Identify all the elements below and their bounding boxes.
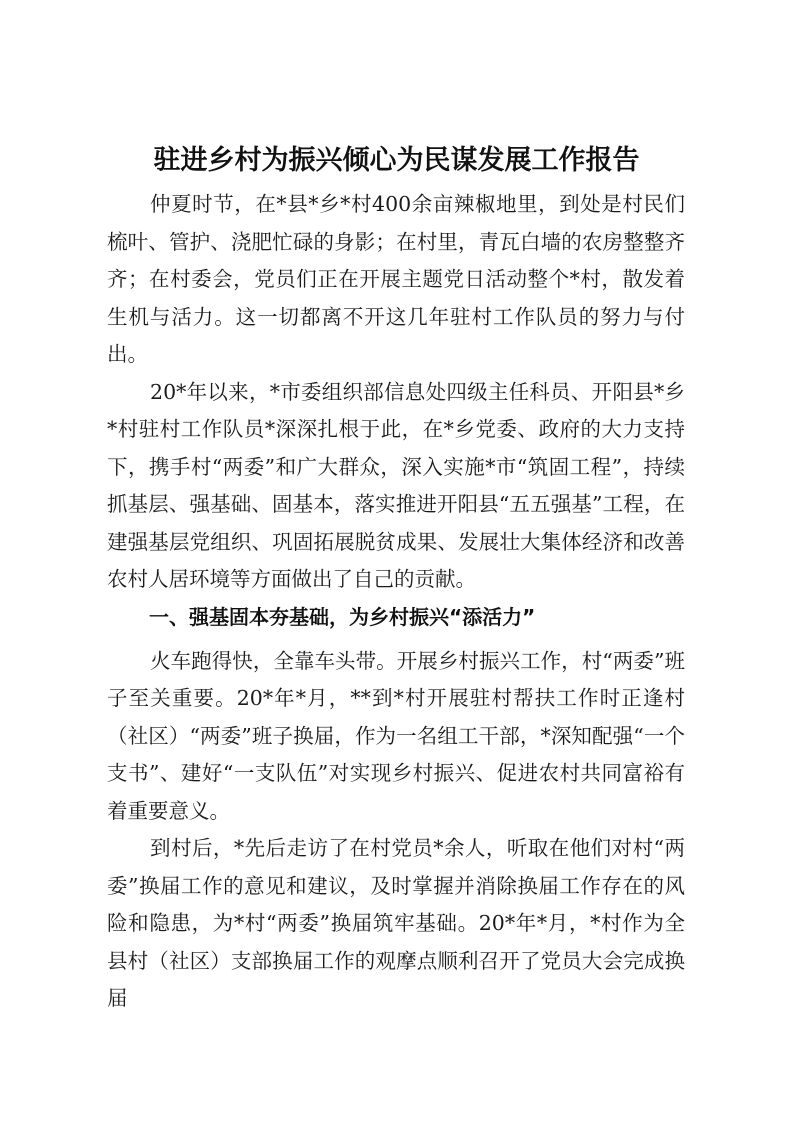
document-title: 驻进乡村为振兴倾心为民谋发展工作报告 — [153, 145, 640, 176]
section-heading-1: 一、强基固本夯基础，为乡村振兴“添活力” — [149, 604, 536, 629]
paragraph-section-1b: 到村后，*先后走访了在村党员*余人，听取在他们对村“两委”换届工作的意见和建议，及时掌握并消除换届工作存在的风险和隐患，为*村“两委”换届筑牢基础。20*年*月，*村作为全县村（社区）支部换届工作的观摩点顺利召开了党员大会完成换届 — [107, 836, 685, 1010]
document-body — [107, 186, 685, 1018]
paragraph-background: 20*年以来，*市委组织部信息处四级主任科员、开阳县*乡*村驻村工作队员*深深扎根于此，在*乡党委、政府的大力支持下，携手村“两委”和广大群众，深入实施*市“筑固工程”，持续抓基层、强基础、固基本，落实推进开阳县“五五强基”工程，在建强基层党组织、巩固拓展脱贫成果、发展壮大集体经济和改善农村人居环境等方面做出了自己的贡献。 — [107, 379, 685, 591]
paragraph-section-1a: 火车跑得快，全靠车头带。开展乡村振兴工作，村“两委”班子至关重要。20*年*月，**到*村开展驻村帮扶工作时正逢村（社区）“两委”班子换届，作为一名组工干部，*深知配强“一个支书”、建好“一支队伍”对实现乡村振兴、促进农村共同富裕有着重要意义。 — [107, 648, 685, 823]
paragraph-intro: 仲夏时节，在*县*乡*村400余亩辣椒地里，到处是村民们梳叶、管护、浇肥忙碌的身影；在村里，青瓦白墙的农房整整齐齐；在村委会，党员们正在开展主题党日活动整个*村，散发着生机与活力。这一切都离不开这几年驻村工作队员的努力与付出。 — [107, 192, 685, 366]
